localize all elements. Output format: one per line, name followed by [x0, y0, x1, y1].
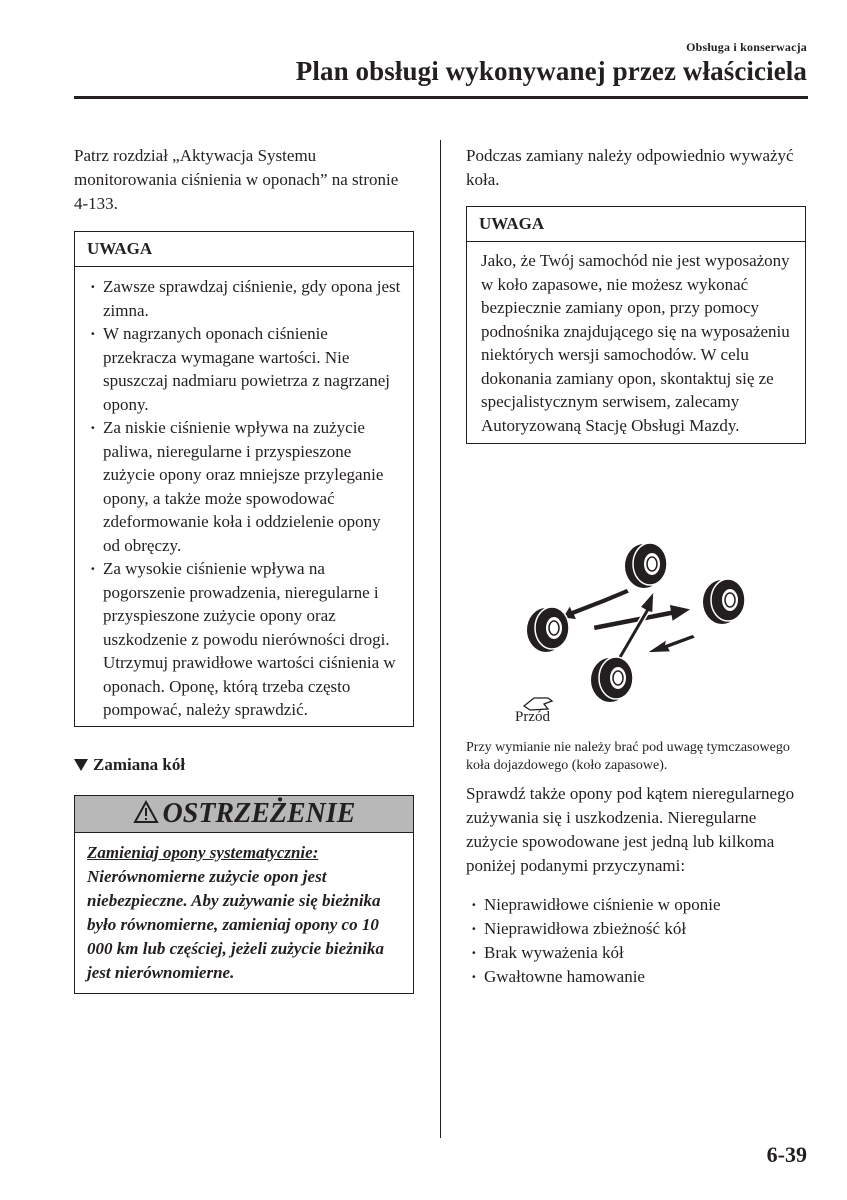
left-column: [74, 144, 414, 994]
note-body: [75, 267, 413, 726]
note-item: · W nagrzanych oponach ciśnienie przekracza wymagane wartości. Nie spuszczaj nadmiaru powietrza z nagrzanej opony.: [89, 322, 401, 416]
figure-caption: Przy wymianie nie należy brać pod uwagę tymczasowego koła dojazdowego (koło zapasowe).: [466, 740, 790, 773]
cause-item: · Brak wyważenia kół: [470, 941, 806, 965]
column-divider: [440, 140, 441, 1138]
intro-paragraph: Patrz rozdział „Aktywacja Systemu monitorowania ciśnienia w oponach” na stronie 4-133.: [74, 146, 399, 213]
subheading-wheel-rotation: [74, 755, 414, 775]
irregular-wear-paragraph: Sprawdź także opony pod kątem nieregularnego zużywania się i uszkodzenia. Nieregularne zużycie spowodowane jest jedną lub kilkoma poniżej podanymi przyczynami:: [466, 784, 795, 875]
front-label: Przód: [515, 709, 550, 725]
right-column: [466, 144, 806, 444]
note-body-right: Jako, że Twój samochód nie jest wyposażony w koło zapasowe, nie możesz wykonać bezpiecznie zamiany opon, przy pomocy podnośnika znajdującego się na wyposażeniu niektórych wersji samochodów. W celu dokonania zamiany opon, skontaktuj się ze specjalistycznym serwisem, zalecamy Autoryzowaną Stację Obsługi Mazdy.: [481, 251, 790, 435]
note-heading: UWAGA: [75, 232, 413, 267]
balance-paragraph: Podczas zamiany należy odpowiednio wyważyć koła.: [466, 146, 794, 189]
note-item: · Za wysokie ciśnienie wpływa na pogorszenie prowadzenia, nieregularne i przyspieszone zużycie opony oraz uszkodzenie z powodu nierówności drogi.: [89, 557, 401, 651]
triangle-bullet-icon: [74, 759, 88, 771]
tire-rotation-diagram: [500, 538, 790, 728]
warning-first-line: Zamieniaj opony systematycznie:: [87, 842, 319, 862]
causes-list: [466, 893, 806, 989]
tire-front-right: [591, 657, 633, 702]
note-item: · Zawsze sprawdzaj ciśnienie, gdy opona jest zimna.: [89, 275, 401, 322]
page-number: 6-39: [766, 1142, 807, 1167]
tire-front-left: [527, 607, 569, 652]
note-extra: Utrzymuj prawidłowe wartości ciśnienia w oponach. Oponę, którą trzeba często pompować, należy sprawdzić.: [103, 653, 396, 719]
cause-item: · Gwałtowne hamowanie: [470, 965, 806, 989]
section-label: Obsługa i konserwacja: [686, 40, 807, 54]
subheading-text: Zamiana kół: [93, 754, 186, 774]
warning-text: Nierównomierne zużycie opon jest niebezpieczne. Aby zużywanie się bieżnika było równomierne, zamieniaj opony co 10 000 km lub częściej, jeżeli zużycie bieżnika jest nierównomierne.: [87, 866, 384, 982]
page-title: Plan obsługi wykonywanej przez właściciela: [295, 56, 807, 86]
note-list: [89, 275, 401, 651]
warning-box: [74, 795, 414, 994]
warning-header: [75, 796, 413, 833]
right-lower: [466, 782, 806, 989]
note-box-right: [466, 206, 806, 444]
warning-title: OSTRZEŻENIE: [162, 797, 356, 829]
cause-item: · Nieprawidłowa zbieżność kół: [470, 917, 806, 941]
title-rule: [74, 96, 808, 99]
note-box-left: [74, 231, 414, 727]
tire-rear-right: [703, 579, 745, 624]
tire-rear-left: [625, 543, 667, 588]
note-item: · Za niskie ciśnienie wpływa na zużycie paliwa, nieregularne i przyspieszone zużycie opony oraz mniejsze przyleganie opony, a także może spowodować zdeformowanie koła i oddzielenie opony od obręczy.: [89, 416, 401, 557]
note-heading-right: UWAGA: [467, 207, 805, 242]
warning-triangle-icon: [133, 800, 159, 824]
warning-body: [75, 833, 413, 993]
rotation-arrow: [646, 634, 696, 653]
cause-item: · Nieprawidłowe ciśnienie w oponie: [470, 893, 806, 917]
rotation-arrow: [562, 588, 630, 620]
